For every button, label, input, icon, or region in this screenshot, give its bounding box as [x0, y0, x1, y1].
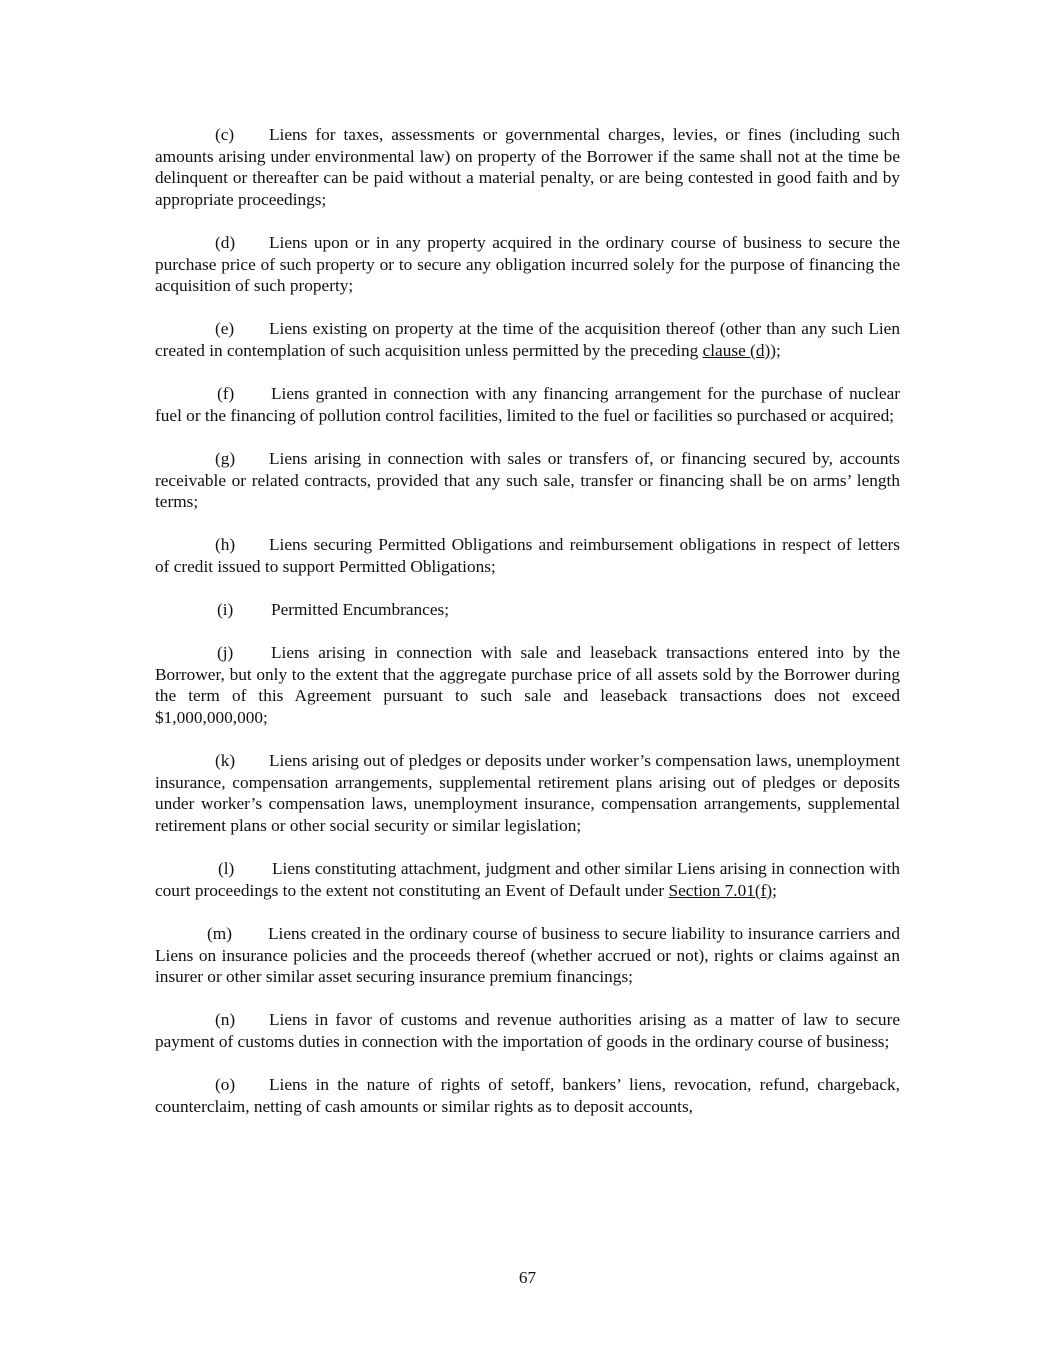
- clause-text: Liens for taxes, assessments or governmental charges, levies, or fines (including such amounts arising under environmental law) on property of the Borrower if the same shall not at the time be delinquent or thereafter can be paid without a material penalty, or are being contested in good faith and by appropriate proceedings;: [155, 125, 900, 209]
- clause-o: [155, 1074, 900, 1117]
- clause-i: [155, 599, 900, 621]
- clause-text: Liens arising in connection with sales or transfers of, or financing secured by, accounts receivable or related contracts, provided that any such sale, transfer or financing shall be on arms’ length terms;: [155, 448, 900, 512]
- clause-g: [155, 448, 900, 513]
- clause-label: (h): [215, 535, 236, 555]
- clause-text: Liens created in the ordinary course of business to secure liability to insurance carriers and Liens on insurance policies and the proceeds thereof (whether accrued or not), rights or claims against an insurer or other similar asset securing insurance premium financings;: [155, 923, 900, 987]
- clause-label: (g): [215, 448, 236, 468]
- clause-c: [155, 124, 900, 210]
- clause-text: Liens existing on property at the time of the acquisition thereof (other than any such Lien created in contemplation of such acquisition unless permitted by the preceding: [155, 319, 900, 360]
- clause-text-end: ;: [772, 880, 777, 900]
- clause-label: (n): [215, 1010, 236, 1030]
- clause-label: (l): [218, 859, 235, 879]
- clause-label: (m): [207, 923, 232, 943]
- page-number: 67: [518, 1268, 537, 1287]
- clause-label: (f): [217, 384, 235, 404]
- document-body: [155, 124, 900, 1139]
- clause-l: [155, 858, 900, 901]
- clause-text: Permitted Encumbrances;: [271, 600, 450, 620]
- clause-text: Liens in the nature of rights of setoff, bankers’ liens, revocation, refund, chargeback, counterclaim, netting of cash amounts or similar rights as to deposit accounts,: [155, 1075, 900, 1116]
- clause-e: [155, 318, 900, 361]
- clause-text: Liens granted in connection with any financing arrangement for the purchase of nuclear fuel or the financing of pollution control facilities, limited to the fuel or facilities so purchased or acquired;: [155, 384, 900, 425]
- clause-label: (c): [215, 125, 235, 144]
- clause-label: (k): [215, 751, 236, 771]
- clause-label: (e): [215, 319, 235, 339]
- clause-text: Liens securing Permitted Obligations and reimbursement obligations in respect of letters of credit issued to support Permitted Obligations;: [155, 535, 900, 576]
- clause-k: [155, 750, 900, 836]
- clause-j: [155, 642, 900, 728]
- clause-text: Liens upon or in any property acquired in the ordinary course of business to secure the purchase price of such property or to secure any obligation incurred solely for the purpose of financing the acquisition of such property;: [155, 232, 900, 296]
- clause-text: Liens in favor of customs and revenue authorities arising as a matter of law to secure payment of customs duties in connection with the importation of goods in the ordinary course of business;: [155, 1010, 900, 1051]
- clause-text: Liens arising in connection with sale and leaseback transactions entered into by the Borrower, but only to the extent that the aggregate purchase price of all assets sold by the Borrower during the term of this Agreement pursuant to such sale and leaseback transactions does not exceed $1,000,000,000;: [155, 643, 900, 728]
- clause-text: Liens arising out of pledges or deposits under worker’s compensation laws, unemployment insurance, compensation arrangements, supplemental retirement plans arising out of pledges or deposits under worker’s compensation laws, unemployment insurance, compensation arrangements, supplemental retirement plans or other social security or similar legislation;: [155, 751, 900, 835]
- clause-text: Liens constituting attachment, judgment and other similar Liens arising in connection with court proceedings to the extent not constituting an Event of Default under: [155, 859, 900, 900]
- clause-d: [155, 232, 900, 297]
- clause-n: [155, 1009, 900, 1052]
- clause-text-end: );: [770, 340, 781, 360]
- clause-m: [155, 923, 900, 988]
- clause-h: [155, 534, 900, 577]
- clause-label: (j): [217, 643, 234, 663]
- clause-label: (i): [217, 600, 234, 620]
- clause-reference: Section 7.01(f): [668, 880, 773, 900]
- clause-reference: clause (d): [702, 340, 771, 360]
- clause-label: (d): [215, 232, 236, 252]
- clause-f: [155, 383, 900, 426]
- clause-label: (o): [215, 1075, 236, 1095]
